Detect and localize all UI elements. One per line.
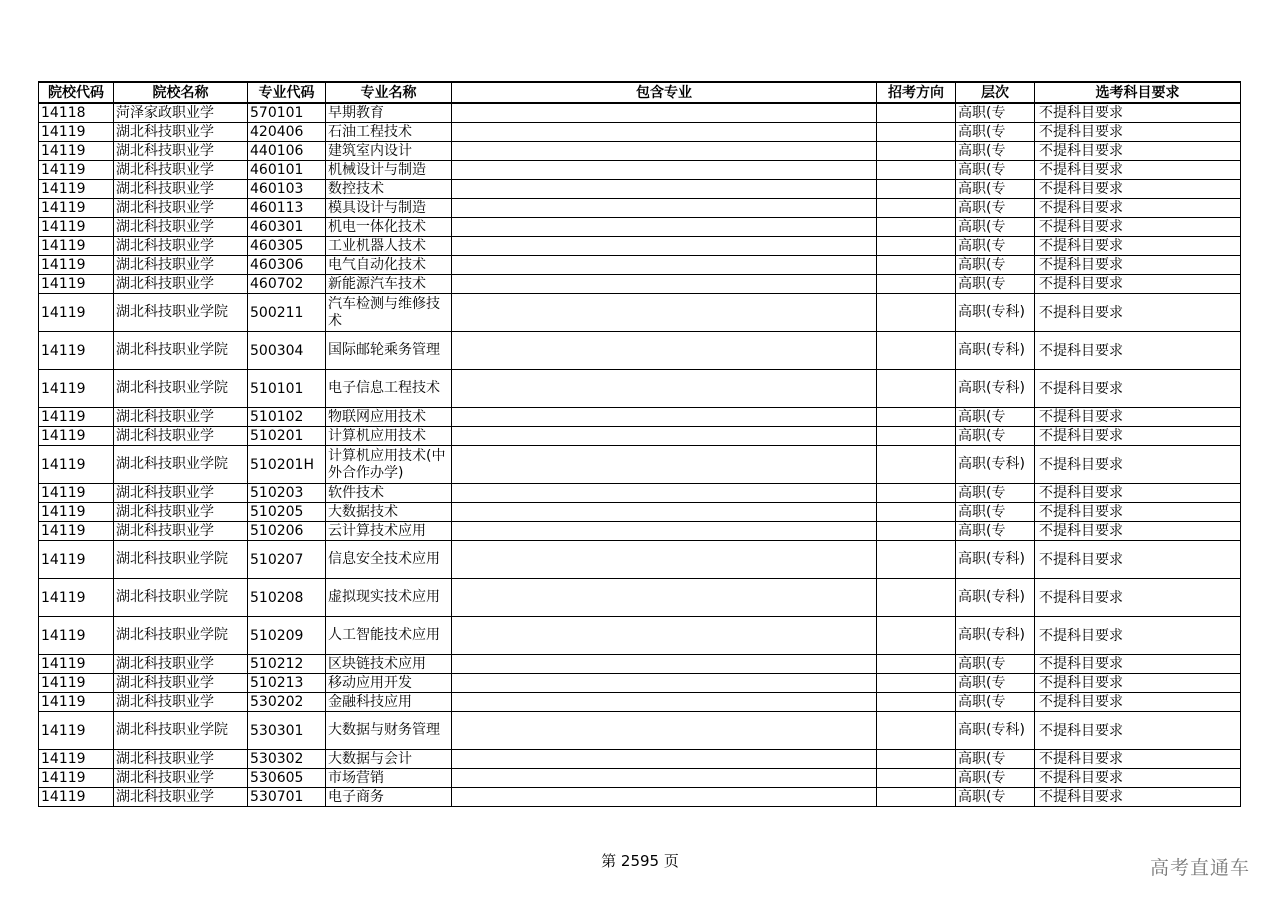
cell-major-name: 建筑室内设计 (326, 142, 452, 161)
cell-school-name: 菏泽家政职业学 (114, 103, 248, 123)
cell-level: 高职(专科) (956, 617, 1035, 655)
cell-school-code: 14119 (39, 788, 114, 807)
cell-school-code: 14119 (39, 161, 114, 180)
cell-school-code: 14119 (39, 370, 114, 408)
cell-major-name: 数控技术 (326, 180, 452, 199)
cell-subject-requirement: 不提科目要求 (1035, 522, 1241, 541)
cell-included-majors (452, 522, 877, 541)
cell-direction (877, 541, 956, 579)
cell-subject-requirement: 不提科目要求 (1035, 427, 1241, 446)
cell-level: 高职(专科) (956, 712, 1035, 750)
cell-school-code: 14119 (39, 180, 114, 199)
cell-major-name: 市场营销 (326, 769, 452, 788)
cell-school-code: 14119 (39, 579, 114, 617)
cell-level: 高职(专 (956, 103, 1035, 123)
cell-school-code: 14119 (39, 522, 114, 541)
cell-major-code: 460103 (248, 180, 326, 199)
cell-school-name: 湖北科技职业学 (114, 769, 248, 788)
cell-direction (877, 617, 956, 655)
table-body (39, 103, 1241, 807)
cell-major-name: 云计算技术应用 (326, 522, 452, 541)
cell-major-name: 工业机器人技术 (326, 237, 452, 256)
cell-major-code: 460305 (248, 237, 326, 256)
header-included-majors: 包含专业 (452, 82, 877, 103)
cell-direction (877, 237, 956, 256)
cell-major-code: 510203 (248, 484, 326, 503)
cell-major-name: 物联网应用技术 (326, 408, 452, 427)
cell-school-code: 14119 (39, 674, 114, 693)
cell-included-majors (452, 275, 877, 294)
cell-school-name: 湖北科技职业学院 (114, 712, 248, 750)
cell-subject-requirement: 不提科目要求 (1035, 123, 1241, 142)
cell-included-majors (452, 427, 877, 446)
cell-school-code: 14119 (39, 446, 114, 484)
cell-school-code: 14119 (39, 256, 114, 275)
cell-major-name: 大数据技术 (326, 503, 452, 522)
cell-major-code: 530701 (248, 788, 326, 807)
cell-school-name: 湖北科技职业学 (114, 693, 248, 712)
cell-major-code: 510209 (248, 617, 326, 655)
header-level: 层次 (956, 82, 1035, 103)
cell-school-code: 14119 (39, 294, 114, 332)
cell-direction (877, 522, 956, 541)
cell-major-name: 机电一体化技术 (326, 218, 452, 237)
header-subject-requirement: 选考科目要求 (1035, 82, 1241, 103)
cell-level: 高职(专科) (956, 541, 1035, 579)
cell-school-code: 14119 (39, 123, 114, 142)
cell-included-majors (452, 769, 877, 788)
cell-school-code: 14119 (39, 332, 114, 370)
cell-school-code: 14119 (39, 655, 114, 674)
cell-school-name: 湖北科技职业学 (114, 256, 248, 275)
cell-included-majors (452, 579, 877, 617)
cell-major-code: 510101 (248, 370, 326, 408)
table-row (39, 180, 1241, 199)
cell-school-name: 湖北科技职业学 (114, 750, 248, 769)
table-row (39, 503, 1241, 522)
cell-major-code: 510213 (248, 674, 326, 693)
cell-school-name: 湖北科技职业学院 (114, 332, 248, 370)
cell-level: 高职(专 (956, 275, 1035, 294)
page-number: 第 2595 页 (601, 852, 679, 870)
cell-included-majors (452, 370, 877, 408)
cell-school-name: 湖北科技职业学 (114, 161, 248, 180)
cell-school-name: 湖北科技职业学院 (114, 370, 248, 408)
cell-subject-requirement: 不提科目要求 (1035, 503, 1241, 522)
cell-school-name: 湖北科技职业学 (114, 123, 248, 142)
cell-major-code: 510206 (248, 522, 326, 541)
cell-included-majors (452, 123, 877, 142)
cell-major-name: 大数据与财务管理 (326, 712, 452, 750)
cell-included-majors (452, 237, 877, 256)
table-row (39, 484, 1241, 503)
cell-major-name: 机械设计与制造 (326, 161, 452, 180)
cell-subject-requirement: 不提科目要求 (1035, 332, 1241, 370)
cell-included-majors (452, 693, 877, 712)
cell-included-majors (452, 503, 877, 522)
cell-major-name: 电气自动化技术 (326, 256, 452, 275)
cell-school-name: 湖北科技职业学 (114, 427, 248, 446)
cell-level: 高职(专科) (956, 294, 1035, 332)
cell-level: 高职(专 (956, 237, 1035, 256)
admission-table (38, 81, 1241, 807)
cell-level: 高职(专科) (956, 332, 1035, 370)
cell-direction (877, 199, 956, 218)
table-row (39, 769, 1241, 788)
cell-major-code: 460301 (248, 218, 326, 237)
cell-major-code: 530202 (248, 693, 326, 712)
cell-included-majors (452, 256, 877, 275)
cell-subject-requirement: 不提科目要求 (1035, 408, 1241, 427)
cell-major-code: 510207 (248, 541, 326, 579)
table-row (39, 408, 1241, 427)
cell-major-code: 440106 (248, 142, 326, 161)
cell-direction (877, 332, 956, 370)
cell-level: 高职(专 (956, 522, 1035, 541)
header-major-code: 专业代码 (248, 82, 326, 103)
cell-major-code: 510205 (248, 503, 326, 522)
cell-included-majors (452, 294, 877, 332)
cell-school-name: 湖北科技职业学 (114, 522, 248, 541)
cell-major-code: 530302 (248, 750, 326, 769)
cell-subject-requirement: 不提科目要求 (1035, 484, 1241, 503)
cell-major-name: 金融科技应用 (326, 693, 452, 712)
cell-direction (877, 693, 956, 712)
cell-subject-requirement: 不提科目要求 (1035, 199, 1241, 218)
cell-subject-requirement: 不提科目要求 (1035, 541, 1241, 579)
cell-subject-requirement: 不提科目要求 (1035, 142, 1241, 161)
cell-major-name: 电子信息工程技术 (326, 370, 452, 408)
cell-direction (877, 655, 956, 674)
cell-school-name: 湖北科技职业学 (114, 655, 248, 674)
cell-subject-requirement: 不提科目要求 (1035, 180, 1241, 199)
watermark-text: 高考直通车 (1149, 857, 1250, 879)
cell-included-majors (452, 218, 877, 237)
table-row (39, 275, 1241, 294)
cell-major-code: 460113 (248, 199, 326, 218)
cell-school-code: 14118 (39, 103, 114, 123)
cell-direction (877, 256, 956, 275)
cell-included-majors (452, 788, 877, 807)
cell-subject-requirement: 不提科目要求 (1035, 161, 1241, 180)
cell-direction (877, 579, 956, 617)
cell-subject-requirement: 不提科目要求 (1035, 256, 1241, 275)
cell-level: 高职(专 (956, 693, 1035, 712)
cell-major-code: 510102 (248, 408, 326, 427)
cell-subject-requirement: 不提科目要求 (1035, 579, 1241, 617)
cell-major-name: 汽车检测与维修技术 (326, 294, 452, 332)
cell-major-code: 460101 (248, 161, 326, 180)
cell-subject-requirement: 不提科目要求 (1035, 655, 1241, 674)
cell-subject-requirement: 不提科目要求 (1035, 103, 1241, 123)
cell-major-code: 530605 (248, 769, 326, 788)
table-row (39, 370, 1241, 408)
cell-direction (877, 750, 956, 769)
table-row (39, 294, 1241, 332)
table-row (39, 693, 1241, 712)
cell-level: 高职(专 (956, 180, 1035, 199)
table-row (39, 788, 1241, 807)
cell-school-code: 14119 (39, 617, 114, 655)
table-header-row (39, 82, 1241, 103)
cell-school-name: 湖北科技职业学 (114, 674, 248, 693)
cell-school-name: 湖北科技职业学 (114, 275, 248, 294)
cell-direction (877, 769, 956, 788)
cell-major-code: 510212 (248, 655, 326, 674)
cell-direction (877, 275, 956, 294)
cell-major-name: 电子商务 (326, 788, 452, 807)
cell-level: 高职(专 (956, 655, 1035, 674)
cell-school-code: 14119 (39, 199, 114, 218)
cell-major-code: 500304 (248, 332, 326, 370)
cell-major-code: 570101 (248, 103, 326, 123)
cell-included-majors (452, 408, 877, 427)
cell-school-name: 湖北科技职业学院 (114, 617, 248, 655)
table-row (39, 541, 1241, 579)
cell-school-code: 14119 (39, 750, 114, 769)
cell-school-code: 14119 (39, 237, 114, 256)
cell-major-name: 模具设计与制造 (326, 199, 452, 218)
cell-major-name: 人工智能技术应用 (326, 617, 452, 655)
cell-direction (877, 123, 956, 142)
cell-direction (877, 408, 956, 427)
cell-included-majors (452, 103, 877, 123)
cell-school-code: 14119 (39, 142, 114, 161)
cell-subject-requirement: 不提科目要求 (1035, 693, 1241, 712)
cell-direction (877, 674, 956, 693)
cell-included-majors (452, 750, 877, 769)
cell-school-name: 湖北科技职业学 (114, 484, 248, 503)
cell-included-majors (452, 161, 877, 180)
cell-school-name: 湖北科技职业学 (114, 408, 248, 427)
table-row (39, 427, 1241, 446)
cell-major-name: 虚拟现实技术应用 (326, 579, 452, 617)
cell-level: 高职(专 (956, 427, 1035, 446)
cell-major-code: 460702 (248, 275, 326, 294)
cell-school-name: 湖北科技职业学院 (114, 541, 248, 579)
cell-included-majors (452, 446, 877, 484)
cell-direction (877, 161, 956, 180)
cell-subject-requirement: 不提科目要求 (1035, 769, 1241, 788)
cell-major-name: 软件技术 (326, 484, 452, 503)
cell-school-name: 湖北科技职业学 (114, 237, 248, 256)
cell-level: 高职(专 (956, 256, 1035, 275)
cell-included-majors (452, 484, 877, 503)
header-school-name: 院校名称 (114, 82, 248, 103)
cell-major-name: 信息安全技术应用 (326, 541, 452, 579)
cell-direction (877, 427, 956, 446)
cell-major-code: 510201H (248, 446, 326, 484)
cell-level: 高职(专科) (956, 370, 1035, 408)
cell-direction (877, 294, 956, 332)
table-row (39, 237, 1241, 256)
cell-level: 高职(专 (956, 769, 1035, 788)
header-direction: 招考方向 (877, 82, 956, 103)
cell-subject-requirement: 不提科目要求 (1035, 788, 1241, 807)
cell-direction (877, 103, 956, 123)
cell-school-code: 14119 (39, 712, 114, 750)
cell-major-code: 510201 (248, 427, 326, 446)
cell-major-name: 大数据与会计 (326, 750, 452, 769)
cell-subject-requirement: 不提科目要求 (1035, 218, 1241, 237)
cell-school-code: 14119 (39, 218, 114, 237)
cell-school-name: 湖北科技职业学 (114, 503, 248, 522)
cell-major-code: 500211 (248, 294, 326, 332)
cell-school-name: 湖北科技职业学院 (114, 294, 248, 332)
cell-level: 高职(专 (956, 750, 1035, 769)
cell-direction (877, 484, 956, 503)
table-row (39, 103, 1241, 123)
cell-school-code: 14119 (39, 503, 114, 522)
cell-level: 高职(专 (956, 503, 1035, 522)
cell-school-code: 14119 (39, 275, 114, 294)
cell-major-name: 计算机应用技术 (326, 427, 452, 446)
cell-level: 高职(专 (956, 161, 1035, 180)
table-row (39, 142, 1241, 161)
cell-direction (877, 446, 956, 484)
table-row (39, 674, 1241, 693)
table-row (39, 655, 1241, 674)
cell-level: 高职(专 (956, 408, 1035, 427)
cell-direction (877, 142, 956, 161)
cell-major-code: 460306 (248, 256, 326, 275)
table-row (39, 218, 1241, 237)
cell-school-code: 14119 (39, 541, 114, 579)
cell-included-majors (452, 712, 877, 750)
cell-direction (877, 503, 956, 522)
cell-school-name: 湖北科技职业学院 (114, 446, 248, 484)
cell-school-name: 湖北科技职业学 (114, 218, 248, 237)
cell-major-name: 计算机应用技术(中外合作办学) (326, 446, 452, 484)
admission-table-container (38, 81, 1241, 807)
header-major-name: 专业名称 (326, 82, 452, 103)
cell-direction (877, 712, 956, 750)
cell-major-code: 420406 (248, 123, 326, 142)
cell-direction (877, 788, 956, 807)
cell-major-name: 早期教育 (326, 103, 452, 123)
cell-level: 高职(专科) (956, 579, 1035, 617)
cell-direction (877, 180, 956, 199)
cell-school-name: 湖北科技职业学 (114, 199, 248, 218)
cell-subject-requirement: 不提科目要求 (1035, 750, 1241, 769)
table-row (39, 750, 1241, 769)
cell-school-name: 湖北科技职业学院 (114, 579, 248, 617)
table-row (39, 332, 1241, 370)
cell-level: 高职(专 (956, 484, 1035, 503)
cell-school-name: 湖北科技职业学 (114, 142, 248, 161)
cell-included-majors (452, 655, 877, 674)
table-row (39, 123, 1241, 142)
table-row (39, 256, 1241, 275)
cell-major-name: 石油工程技术 (326, 123, 452, 142)
cell-level: 高职(专 (956, 142, 1035, 161)
cell-direction (877, 218, 956, 237)
cell-school-code: 14119 (39, 408, 114, 427)
table-row (39, 199, 1241, 218)
cell-level: 高职(专 (956, 218, 1035, 237)
cell-level: 高职(专科) (956, 446, 1035, 484)
cell-level: 高职(专 (956, 674, 1035, 693)
cell-major-name: 移动应用开发 (326, 674, 452, 693)
table-row (39, 161, 1241, 180)
cell-school-code: 14119 (39, 427, 114, 446)
cell-included-majors (452, 674, 877, 693)
cell-included-majors (452, 199, 877, 218)
cell-included-majors (452, 332, 877, 370)
cell-major-code: 510208 (248, 579, 326, 617)
cell-subject-requirement: 不提科目要求 (1035, 370, 1241, 408)
cell-subject-requirement: 不提科目要求 (1035, 712, 1241, 750)
table-row (39, 712, 1241, 750)
cell-level: 高职(专 (956, 199, 1035, 218)
cell-school-code: 14119 (39, 769, 114, 788)
table-row (39, 579, 1241, 617)
cell-included-majors (452, 180, 877, 199)
cell-major-name: 区块链技术应用 (326, 655, 452, 674)
cell-included-majors (452, 541, 877, 579)
cell-included-majors (452, 142, 877, 161)
cell-subject-requirement: 不提科目要求 (1035, 275, 1241, 294)
cell-subject-requirement: 不提科目要求 (1035, 237, 1241, 256)
table-row (39, 617, 1241, 655)
cell-direction (877, 370, 956, 408)
cell-major-name: 国际邮轮乘务管理 (326, 332, 452, 370)
cell-school-name: 湖北科技职业学 (114, 180, 248, 199)
cell-subject-requirement: 不提科目要求 (1035, 674, 1241, 693)
cell-subject-requirement: 不提科目要求 (1035, 617, 1241, 655)
cell-major-code: 530301 (248, 712, 326, 750)
cell-level: 高职(专 (956, 788, 1035, 807)
cell-major-name: 新能源汽车技术 (326, 275, 452, 294)
cell-subject-requirement: 不提科目要求 (1035, 446, 1241, 484)
cell-school-code: 14119 (39, 484, 114, 503)
table-row (39, 522, 1241, 541)
header-school-code: 院校代码 (39, 82, 114, 103)
cell-school-code: 14119 (39, 693, 114, 712)
cell-subject-requirement: 不提科目要求 (1035, 294, 1241, 332)
cell-level: 高职(专 (956, 123, 1035, 142)
table-row (39, 446, 1241, 484)
cell-school-name: 湖北科技职业学 (114, 788, 248, 807)
cell-included-majors (452, 617, 877, 655)
